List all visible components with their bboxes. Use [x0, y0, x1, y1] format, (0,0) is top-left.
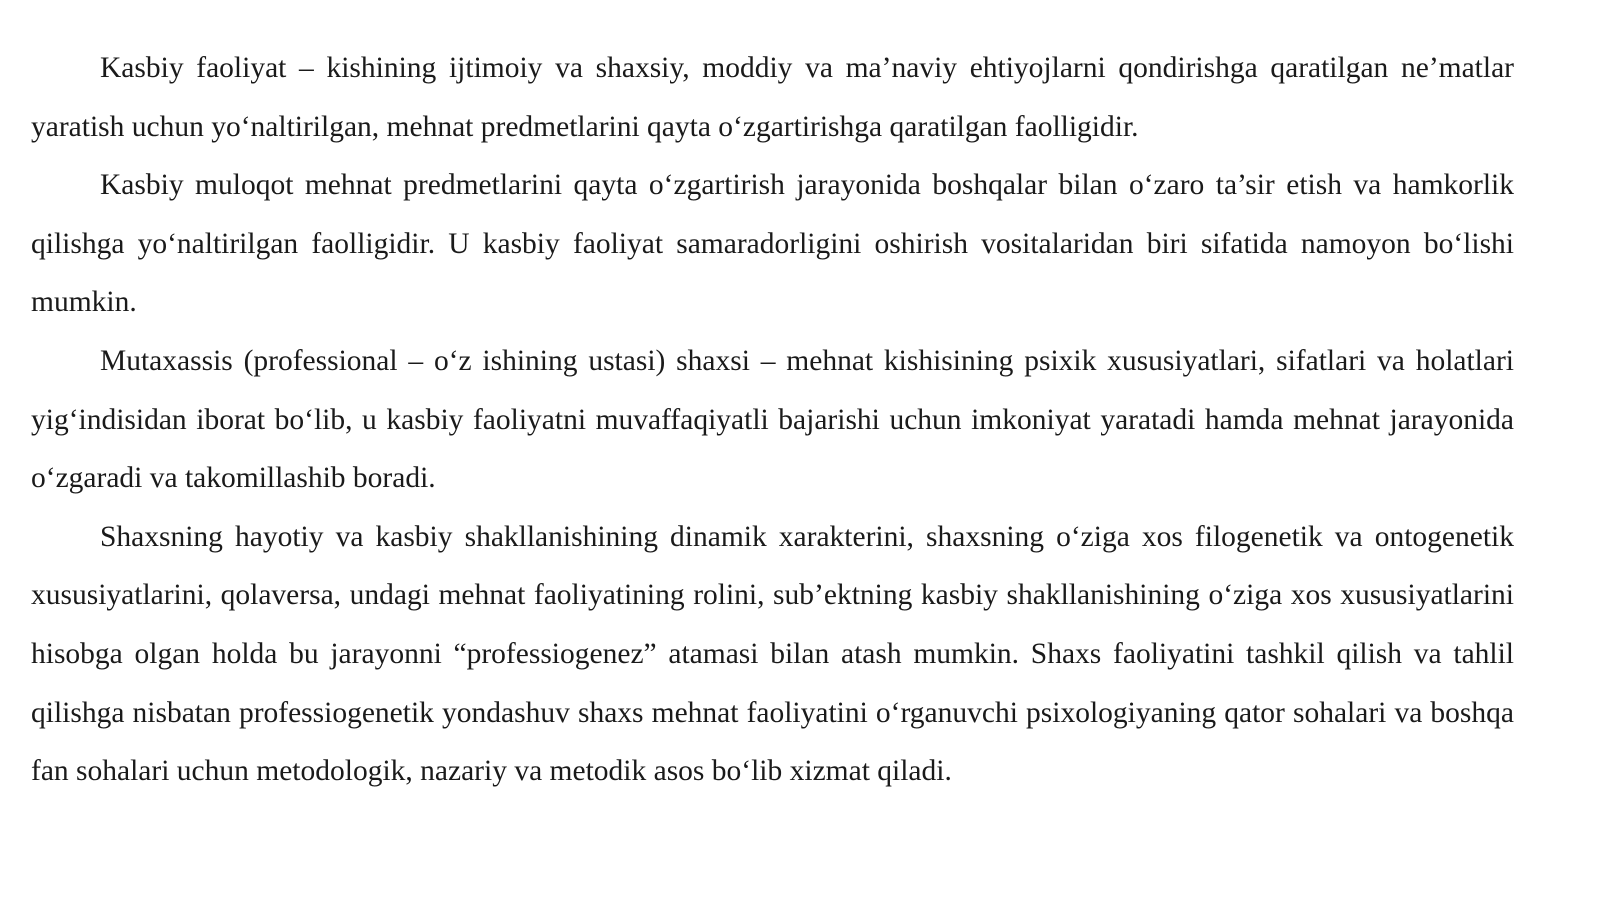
paragraph-kasbiy-faoliyat: Kasbiy faoliyat – kishining ijtimoiy va shaxsiy, moddiy va ma’naviy ehtiyojlarni qondirishga qaratilgan ne’matlar yaratish uchun yo‘naltirilgan, mehnat predmetlarini qayta o‘zgartirishga qaratilgan faolligidir. [31, 52, 1514, 143]
paragraph-kasbiy-muloqot: Kasbiy muloqot mehnat predmetlarini qayta o‘zgartirish jarayonida boshqalar bilan o‘zaro ta’sir etish va hamkorlik qilishga yo‘naltirilgan faolligidir. U kasbiy faoliyat samaradorligini oshirish vositalaridan biri sifatida namoyon bo‘lishi mumkin. [31, 169, 1514, 319]
document-body [31, 39, 1514, 801]
paragraph-professiogenez: Shaxsning hayotiy va kasbiy shakllanishining dinamik xarakterini, shaxsning o‘ziga xos filogenetik va ontogenetik xususiyatlarini, qolaversa, undagi mehnat faoliyatining rolini, sub’ektning kasbiy shakllanishining o‘ziga xos xususiyatlarini hisobga olgan holda bu jarayonni “professiogenez” atamasi bilan atash mumkin. Shaxs faoliyatini tashkil qilish va tahlil qilishga nisbatan professiogenetik yondashuv shaxs mehnat faoliyatini o‘rganuvchi psixologiyaning qator sohalari va boshqa fan sohalari uchun metodologik, nazariy va metodik asos bo‘lib xizmat qiladi. [31, 520, 1514, 788]
paragraph-mutaxassis-shaxsi: Mutaxassis (professional – o‘z ishining ustasi) shaxsi – mehnat kishisining psixik xususiyatlari, sifatlari va holatlari yig‘indisidan iborat bo‘lib, u kasbiy faoliyatni muvaffaqiyatli bajarishi uchun imkoniyat yaratadi hamda mehnat jarayonida o‘zgaradi va takomillashib boradi. [31, 344, 1514, 495]
